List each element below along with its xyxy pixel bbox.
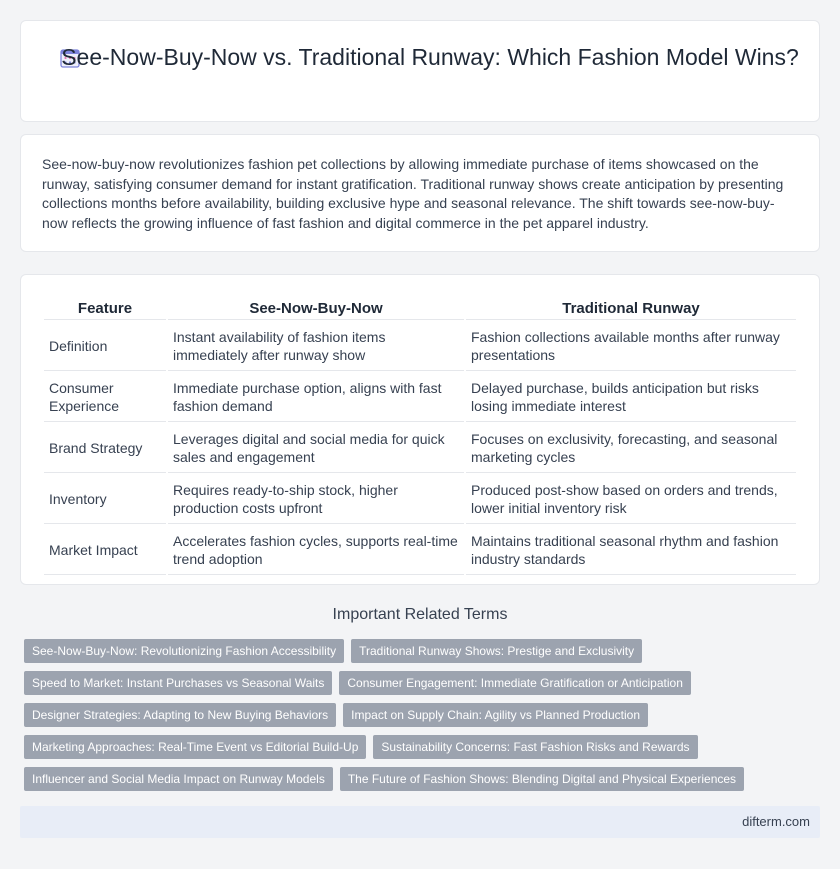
- tag-row: [24, 735, 824, 759]
- tag-row: [24, 703, 824, 727]
- header-see-now-buy-now: See-Now-Buy-Now: [168, 297, 464, 320]
- see-now-buy-now-cell: Immediate purchase option, aligns with fast fashion demand: [168, 373, 464, 422]
- traditional-runway-cell: Fashion collections available months after runway presentations: [466, 322, 796, 371]
- intro-paragraph: See-now-buy-now revolutionizes fashion pet collections by allowing immediate purchase of items showcased on the runway, satisfying consumer demand for instant gratification. Traditional runway shows create anticipation by presenting collections months before availability, building exclusive hype and seasonal relevance. The shift towards see-now-buy-now reflects the growing influence of fast fashion and digital commerce in the pet apparel industry.: [42, 156, 784, 231]
- page-title: See-Now-Buy-Now vs. Traditional Runway: Which Fashion Model Wins?: [61, 44, 799, 70]
- related-terms-title: Important Related Terms: [332, 606, 508, 623]
- related-term-tag[interactable]: Marketing Approaches: Real-Time Event vs Editorial Build-Up: [24, 735, 366, 759]
- table-row: [44, 526, 796, 575]
- intro-card: [20, 134, 820, 252]
- header-card: [20, 20, 820, 122]
- related-term-tag[interactable]: Impact on Supply Chain: Agility vs Planned Production: [343, 703, 648, 727]
- tag-row: [24, 639, 824, 663]
- related-term-tag[interactable]: Influencer and Social Media Impact on Runway Models: [24, 767, 333, 791]
- related-term-tag[interactable]: Designer Strategies: Adapting to New Buying Behaviors: [24, 703, 336, 727]
- related-term-tag[interactable]: Sustainability Concerns: Fast Fashion Risks and Rewards: [373, 735, 697, 759]
- related-term-tag[interactable]: The Future of Fashion Shows: Blending Digital and Physical Experiences: [340, 767, 744, 791]
- related-term-tag[interactable]: Traditional Runway Shows: Prestige and Exclusivity: [351, 639, 642, 663]
- tag-row: [24, 671, 824, 695]
- feature-cell: Inventory: [44, 475, 166, 524]
- table-row: [44, 424, 796, 473]
- feature-cell: Brand Strategy: [44, 424, 166, 473]
- traditional-runway-cell: Focuses on exclusivity, forecasting, and seasonal marketing cycles: [466, 424, 796, 473]
- feature-cell: Consumer Experience: [44, 373, 166, 422]
- traditional-runway-cell: Maintains traditional seasonal rhythm and fashion industry standards: [466, 526, 796, 575]
- table-header-row: [44, 297, 796, 320]
- related-term-tag[interactable]: See-Now-Buy-Now: Revolutionizing Fashion Accessibility: [24, 639, 344, 663]
- see-now-buy-now-cell: Requires ready-to-ship stock, higher production costs upfront: [168, 475, 464, 524]
- traditional-runway-cell: Produced post-show based on orders and trends, lower initial inventory risk: [466, 475, 796, 524]
- table-row: [44, 475, 796, 524]
- footer: [20, 806, 820, 838]
- traditional-runway-cell: Delayed purchase, builds anticipation but risks losing immediate interest: [466, 373, 796, 422]
- feature-cell: Definition: [44, 322, 166, 371]
- see-now-buy-now-cell: Accelerates fashion cycles, supports real-time trend adoption: [168, 526, 464, 575]
- table-row: [44, 373, 796, 422]
- related-term-tag[interactable]: Speed to Market: Instant Purchases vs Seasonal Waits: [24, 671, 332, 695]
- comparison-card: [20, 274, 820, 585]
- see-now-buy-now-cell: Leverages digital and social media for quick sales and engagement: [168, 424, 464, 473]
- header-traditional-runway: Traditional Runway: [466, 297, 796, 320]
- see-now-buy-now-cell: Instant availability of fashion items immediately after runway show: [168, 322, 464, 371]
- header-feature: Feature: [44, 297, 166, 320]
- title-wrap: [61, 43, 799, 72]
- feature-cell: Market Impact: [44, 526, 166, 575]
- table-row: [44, 322, 796, 371]
- comparison-table: [42, 295, 798, 577]
- site-link[interactable]: difterm.com: [742, 814, 810, 829]
- related-term-tag[interactable]: Consumer Engagement: Immediate Gratification or Anticipation: [339, 671, 691, 695]
- related-terms-list: [24, 639, 824, 799]
- tag-row: [24, 767, 824, 791]
